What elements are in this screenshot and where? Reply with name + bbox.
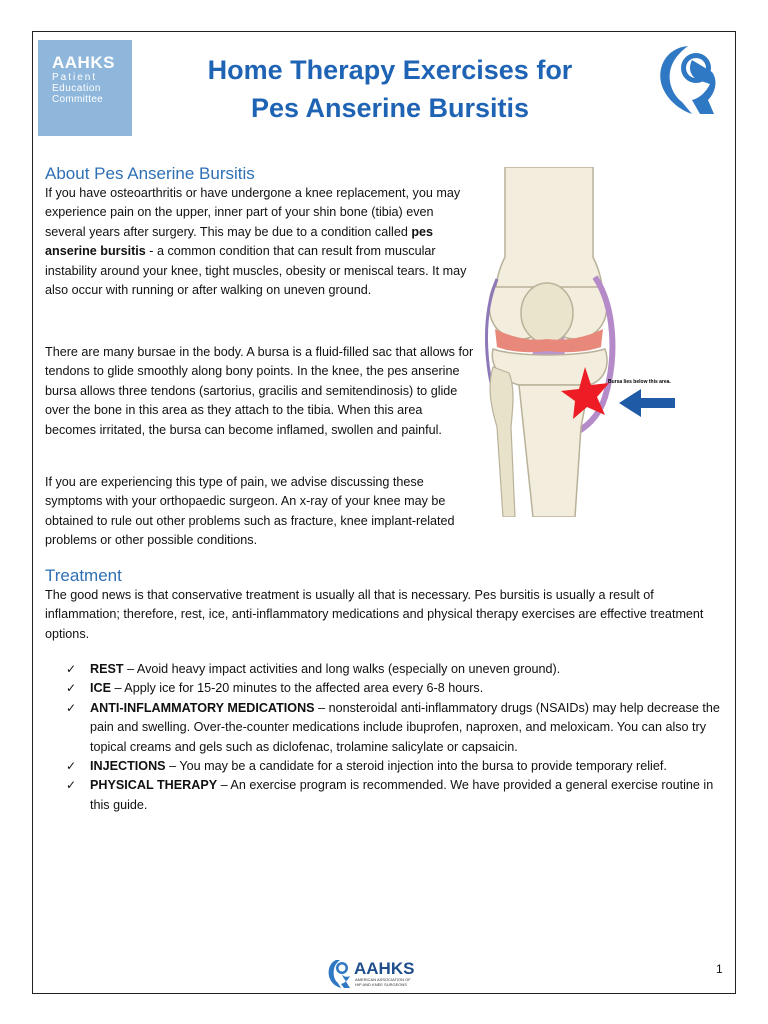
list-item [66, 776, 726, 815]
treatment-list [66, 660, 726, 815]
patient-education-logo [38, 40, 132, 136]
aahks-knee-logo-icon [652, 40, 720, 120]
about-p1-text-after: - a common condition that can result from muscular instability around your knee, tight muscles, obesity or meniscal tears. It may also occur with running or after walking on uneven ground. [45, 244, 467, 298]
item-label: REST [90, 662, 124, 676]
treatment-heading: Treatment [45, 566, 122, 585]
about-p1-bold: pes anserine bursitis [45, 224, 434, 259]
item-label: ICE [90, 681, 111, 696]
item-text: – An exercise program is recommended. We have provided a general exercise routine in this guide. [90, 778, 714, 812]
checkmark-icon: ✓ [66, 778, 77, 793]
checkmark-icon: ✓ [66, 662, 77, 676]
item-text: – Apply ice for 15-20 minutes to the affected area every 6-8 hours. [111, 681, 484, 696]
about-paragraph-1 [45, 184, 475, 300]
logo-line: Patient [52, 72, 98, 83]
checkmark-icon: ✓ [66, 700, 77, 715]
about-heading: About Pes Anserine Bursitis [45, 164, 255, 183]
about-paragraph-3: If you are experiencing this type of pain, we advise discussing these symptoms with your orthopaedic surgeon. An x-ray of your knee may be obtained to rule out other problems such as fracture, knee implant-related problems or other possible conditions. [45, 475, 455, 548]
item-label: INJECTIONS [90, 759, 166, 774]
item-label: ANTI-INFLAMMATORY MEDICATIONS [90, 700, 315, 715]
treatment-intro: The good news is that conservative treatment is usually all that is necessary. Pes bursitis is usually a result of inflammation; therefore, rest, ice, anti-inflammatory medications and physical therapy exercises are effective treatment options. [45, 588, 704, 641]
item-text: – You may be a candidate for a steroid injection into the bursa to provide temporary relief. [165, 759, 667, 774]
footer-logo-text: AAHKS [354, 959, 415, 978]
item-text: – Avoid heavy impact activities and long walks (especially on uneven ground). [123, 662, 561, 676]
about-paragraph-2: There are many bursae in the body. A bursa is a fluid-filled sac that allows for tendons to glide smoothly along bony points. In the knee, the pes anserine bursa allows three tendons (sartorius, gracilis and semitendinosis) to glide over the bone in this area as they attach to the tibia. When this area becomes irritated, the bursa can become inflamed, swollen and painful. [45, 345, 474, 437]
page-number: 1 [716, 962, 723, 976]
checkmark-icon: ✓ [66, 681, 77, 696]
checkmark-icon: ✓ [66, 759, 77, 774]
logo-line: Committee [52, 94, 104, 105]
list-item [66, 660, 726, 679]
logo-title: AAHKS [52, 53, 115, 72]
bursa-note: Bursa lies below this area. [608, 379, 671, 385]
list-item [66, 679, 726, 698]
list-item [66, 699, 726, 757]
footer-logo-sub2: HIP AND KNEE SURGEONS [355, 982, 407, 987]
knee-illustration [475, 167, 725, 517]
aahks-footer-logo [326, 954, 446, 990]
item-text: – nonsteroidal anti-inflammatory drugs (NSAIDs) may help decrease the pain and swelling. Over-the-counter medications include ibuprofen, naproxen, and meloxicam. You can also try topical creams and gels such as diclofenac, trolamine salicylate or capsaicin. [90, 700, 720, 754]
footer-logo-sub1: AMERICAN ASSOCIATION OF [355, 977, 411, 982]
page-title-line-2: Pes Anserine Bursitis [250, 93, 530, 123]
logo-line: Education [52, 83, 101, 94]
list-item [66, 757, 726, 776]
item-label: PHYSICAL THERAPY [90, 778, 218, 793]
page-title-line-1: Home Therapy Exercises for [207, 55, 573, 85]
about-p1-text: If you have osteoarthritis or have undergone a knee replacement, you may experience pain on the upper, inner part of your shin bone (tibia) even several years after surgery. This may be due to a condition called [45, 186, 461, 239]
